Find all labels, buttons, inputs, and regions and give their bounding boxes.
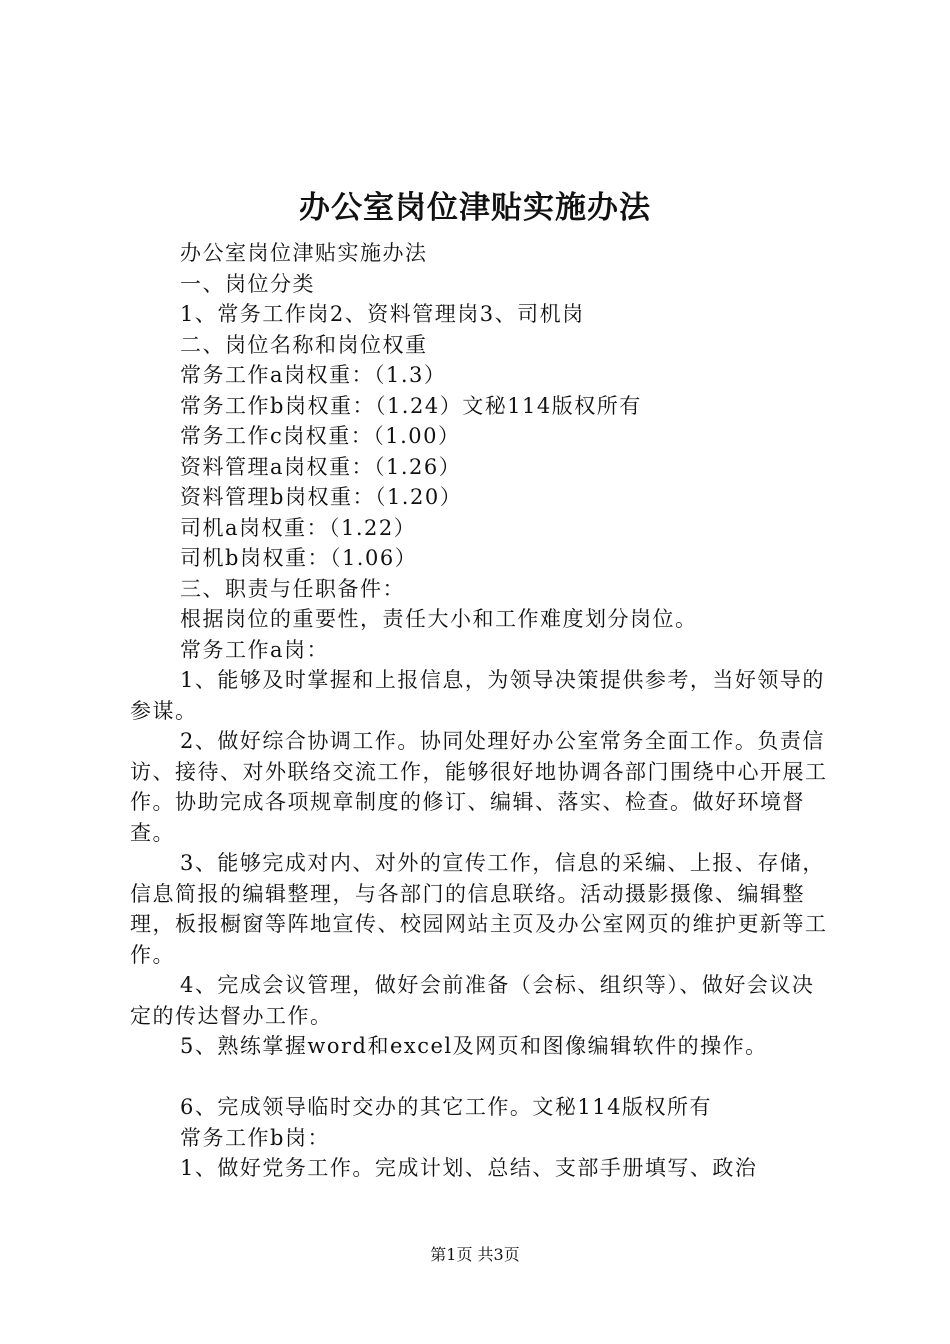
duty-paragraph: 5、熟练掌握word和excel及网页和图像编辑软件的操作。 [180,1034,768,1058]
section-heading: 三、职责与任职备件： [180,576,405,601]
body-line: 根据岗位的重要性，责任大小和工作难度划分岗位。 [180,607,698,631]
weight-line: 常务工作a岗权重：（1.3） [180,363,447,387]
duty-paragraph: 4、完成会议管理，做好会前准备（会标、组织等）、做好会议决定的传达督办工作。 [130,973,815,1028]
body-line: 1、常务工作岗2、资料管理岗3、司机岗 [180,302,585,326]
weight-line: 资料管理b岗权重：（1.20） [180,485,463,509]
document-title: 办公室岗位津贴实施办法 [299,190,651,226]
body-line: 办公室岗位津贴实施办法 [180,241,428,265]
body-line: 6、完成领导临时交办的其它工作。文秘114版权所有 [180,1095,712,1119]
weight-line: 司机a岗权重：（1.22） [180,515,417,540]
subsection-heading: 常务工作a岗： [180,637,330,662]
subsection-heading: 常务工作b岗： [180,1125,330,1150]
weight-line: 常务工作c岗权重：（1.00） [180,424,461,448]
duty-paragraph: 1、能够及时掌握和上报信息，为领导决策提供参考，当好领导的参谋。 [130,668,825,723]
weight-line: 常务工作b岗权重：（1.24）文秘114版权所有 [180,393,642,418]
section-heading: 二、岗位名称和岗位权重 [180,332,428,357]
weight-line: 司机b岗权重：（1.06） [180,546,418,570]
weight-line: 资料管理a岗权重：（1.26） [180,454,462,479]
duty-paragraph: 3、能够完成对内、对外的宣传工作，信息的采编、上报、存储，信息简报的编辑整理，与各部门的信息联络。活动摄影摄像、编辑整理，板报橱窗等阵地宣传、校园网站主页及办公室网页的维护更新等工作。 [130,851,828,967]
section-heading: 一、岗位分类 [180,271,315,296]
page-footer: 第1页 共3页 [430,1245,520,1264]
blank-line [130,1062,830,1093]
body-line: 1、做好党务工作。完成计划、总结、支部手册填写、政治 [180,1156,758,1180]
document-body [130,238,830,1184]
duty-paragraph: 2、做好综合协调工作。协同处理好办公室常务全面工作。负责信访、接待、对外联络交流工作，能够很好地协调各部门围绕中心开展工作。协助完成各项规章制度的修订、编辑、落实、检查。做好环境督查。 [130,729,828,845]
